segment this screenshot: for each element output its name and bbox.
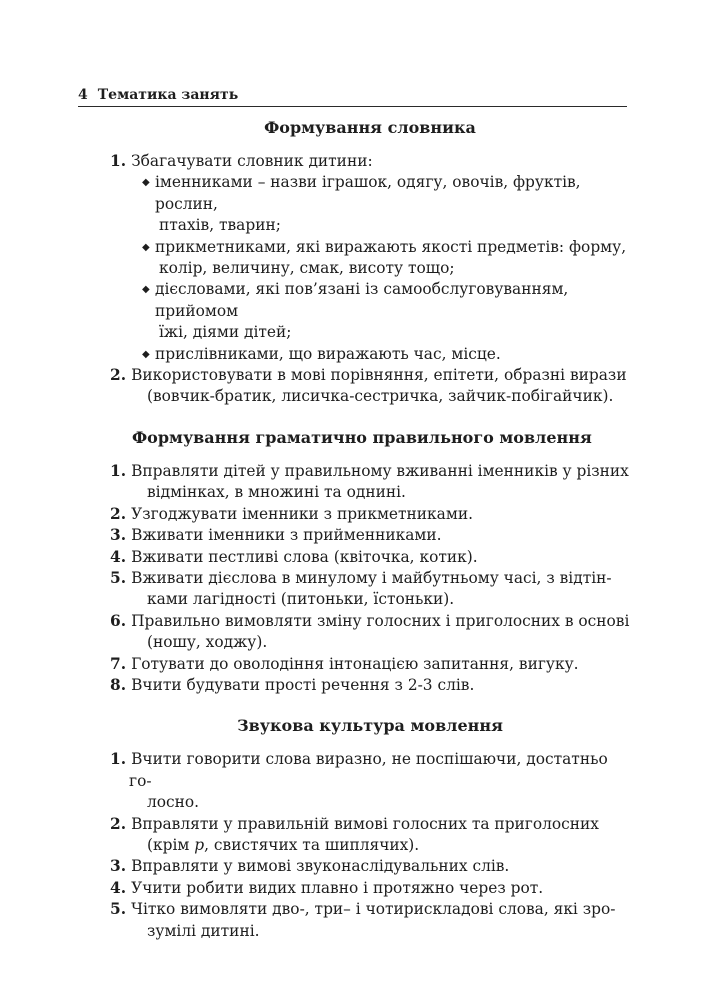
diamond-bullet-icon: ◆ (142, 177, 150, 189)
list-item: 3. Вживати іменники з прийменниками. (110, 526, 442, 545)
list-item: 1. Вчити говорити слова виразно, не поспішаючи, достатньо го- лосно. (110, 750, 608, 812)
list-item: 4. Учити робити видих плавно і протяжно через рот. (110, 878, 544, 897)
list-item: 7. Готувати до оволодіння інтонацією запитання, вигуку. (110, 654, 579, 673)
italic-letter: р (194, 835, 205, 854)
page-number: 4 (78, 87, 88, 103)
bullet-item: ◆ дієсловами, які пов’язані із самообслуговуванням, прийомом їжі, діями дітей; (142, 280, 569, 342)
item-number: 2. (110, 366, 127, 385)
list-item: 6. Правильно вимовляти зміну голосних і приголосних в основі (ношу, ходжу). (110, 611, 630, 652)
section-title-sound-culture: Звукова культура мовлення (237, 716, 503, 736)
list-item: 5. Вживати дієслова в минулому і майбутньому часі, з відтін- ками лагідності (питоньки, їстоньки). (110, 568, 612, 609)
list-item: 2. Вправляти у правильній вимові голосних та приголосних (крім р, свистячих та шиплячих). (110, 814, 599, 854)
bullet-item: ◆ прикметниками, які виражають якості предметів: форму, колір, величину, смак, висоту тощо; (142, 237, 627, 278)
bullet-item: ◆ прислівниками, що виражають час, місце. (142, 344, 630, 365)
bullet-list (129, 172, 630, 365)
page-content (110, 116, 630, 942)
diamond-bullet-icon: ◆ (142, 284, 150, 296)
list-item: 1. Вправляти дітей у правильному вживанні іменників у різних відмінках, в множині та однині. (110, 461, 629, 502)
list-item: 8. Вчити будувати прості речення з 2-3 слів. (110, 675, 475, 694)
vocabulary-list (110, 151, 630, 408)
diamond-bullet-icon: ◆ (142, 241, 150, 253)
item-number: 1. (110, 152, 127, 170)
running-title: Тематика занять (97, 87, 239, 103)
bullet-item: ◆ іменниками – назви іграшок, одягу, овочів, фруктів, рослин, птахів, тварин; (142, 173, 581, 235)
header-rule (78, 106, 627, 107)
diamond-bullet-icon: ◆ (142, 348, 150, 360)
list-item (110, 151, 630, 365)
section-title-vocabulary: Формування словника (264, 118, 476, 137)
list-item: 2. Використовувати в мові порівняння, епітети, образні вирази (вовчик-братик, лисичка-сестричка, зайчик-побігайчик). (110, 366, 627, 406)
list-item: 5. Чітко вимовляти дво-, три– і чотирискладові слова, які зро- зумілі дитині. (110, 900, 616, 940)
section-title-grammar: Формування граматично правильного мовлення (132, 427, 592, 447)
sound-culture-list (110, 749, 630, 942)
grammar-list (110, 461, 630, 696)
list-item: 4. Вживати пестливі слова (квіточка, котик). (110, 547, 478, 566)
running-head (78, 86, 627, 106)
list-item: 3. Вправляти у вимові звуконаслідувальних слів. (110, 857, 510, 876)
list-item: 2. Узгоджувати іменники з прикметниками. (110, 504, 473, 523)
item-text: Збагачувати словник дитини: (131, 152, 373, 170)
